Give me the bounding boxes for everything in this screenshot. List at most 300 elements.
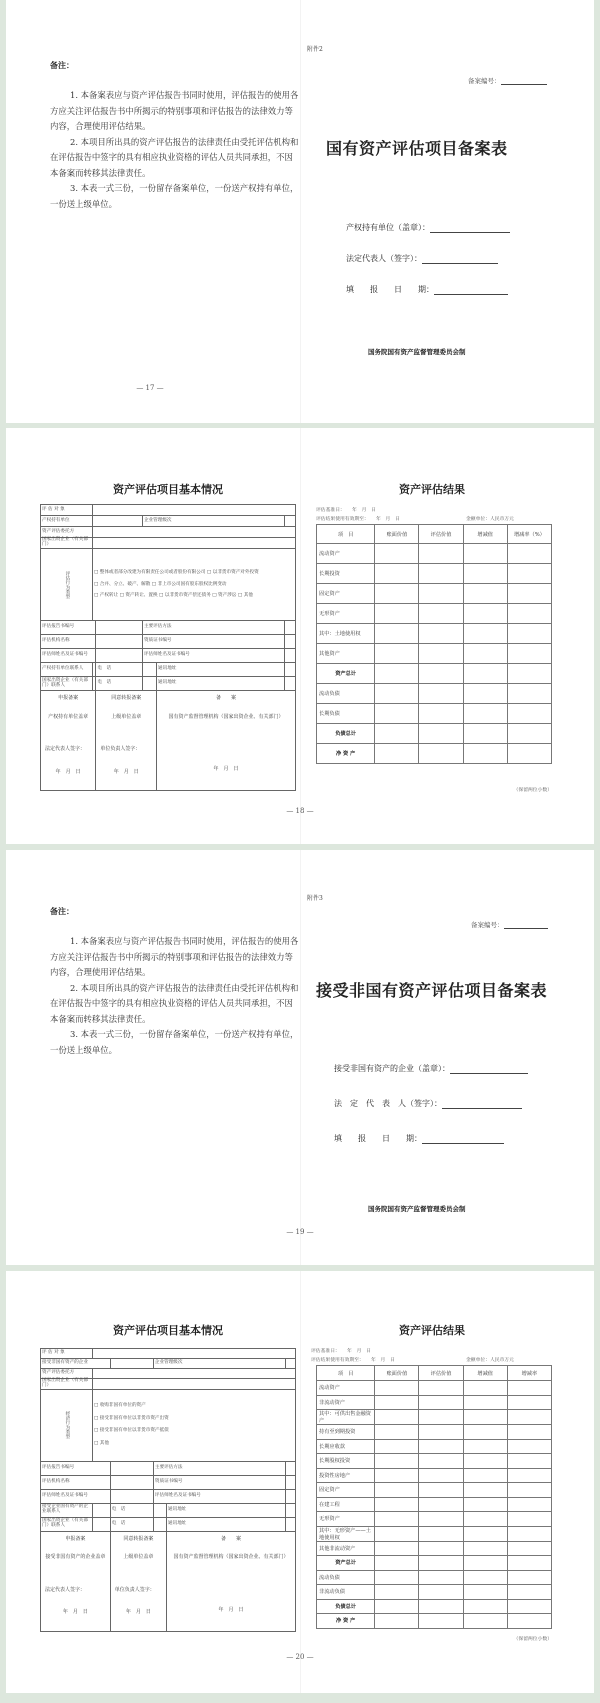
label-report-no: 评估报告书编号 bbox=[41, 1461, 111, 1475]
label-investor: 国家出资企业（有关部门） bbox=[41, 1379, 93, 1390]
result-value-cell[interactable] bbox=[375, 684, 419, 704]
result-row bbox=[317, 1497, 552, 1512]
cell-input[interactable] bbox=[286, 1503, 296, 1517]
note-item: 2. 本项目所出具的资产评估报告的法律责任由受托评估机构和在评估报告中签字的具有相应执业资格的评估人员共同承担，不因本备案而转移其法律责任。 bbox=[50, 982, 299, 1024]
result-value-cell[interactable] bbox=[463, 604, 507, 624]
label-valuer: 评估师姓名及证书编号 bbox=[41, 1489, 111, 1503]
result-value-cell[interactable] bbox=[463, 1439, 507, 1454]
result-value-cell[interactable] bbox=[375, 604, 419, 624]
cell-input[interactable] bbox=[285, 516, 296, 527]
result-header-cell: 评估价值 bbox=[419, 1366, 463, 1381]
page-number: — 19 — bbox=[286, 1228, 314, 1236]
reg-no-label: 备案编号： bbox=[468, 77, 501, 85]
approval-box-regulator[interactable]: 备 案 国有资产监督管理机构（国家出资企业、有关部门） 年 月 日 bbox=[167, 1531, 296, 1631]
reg-no-blank[interactable] bbox=[501, 84, 547, 85]
result-value-cell[interactable] bbox=[507, 1599, 551, 1614]
result-header-cell: 账面价值 bbox=[375, 1366, 419, 1381]
result-value-cell[interactable] bbox=[375, 644, 419, 664]
cell-input[interactable] bbox=[93, 527, 296, 538]
label-level: 企业管理级次 bbox=[142, 516, 284, 527]
result-value-cell[interactable] bbox=[507, 1614, 551, 1629]
page-fold bbox=[300, 428, 301, 844]
result-value-cell[interactable] bbox=[419, 1541, 463, 1556]
result-value-cell[interactable] bbox=[463, 1425, 507, 1440]
page-fold bbox=[300, 1271, 301, 1693]
result-value-cell[interactable] bbox=[463, 704, 507, 724]
result-row bbox=[317, 724, 552, 744]
registration-number bbox=[471, 920, 548, 929]
label-contact-invest: 国家出资企业（有关部门）联系人 bbox=[41, 1517, 93, 1531]
result-row bbox=[317, 1556, 552, 1571]
label-purpose: 评估行为类型 bbox=[41, 549, 93, 621]
purpose-option[interactable]: □ 接受非国有单位以非货币资产抵债 bbox=[94, 1428, 169, 1434]
result-value-cell[interactable] bbox=[507, 1497, 551, 1512]
amount-unit: 金额单位：人民币万元 bbox=[466, 517, 514, 522]
result-value-cell[interactable] bbox=[419, 1395, 463, 1410]
label-cert: 资质证书编号 bbox=[142, 635, 284, 649]
cell-input[interactable] bbox=[93, 505, 296, 516]
result-value-cell[interactable] bbox=[419, 1468, 463, 1483]
result-row-label: 其他资产 bbox=[317, 644, 375, 664]
result-row bbox=[317, 1614, 552, 1629]
result-value-cell[interactable] bbox=[375, 564, 419, 584]
result-value-cell[interactable] bbox=[463, 664, 507, 684]
result-header-cell: 账面价值 bbox=[375, 525, 419, 544]
result-row bbox=[317, 1599, 552, 1614]
cell-input[interactable] bbox=[96, 635, 143, 649]
label-client: 资产评估委托方 bbox=[41, 527, 93, 538]
result-value-cell[interactable] bbox=[419, 1512, 463, 1527]
result-row bbox=[317, 544, 552, 564]
result-header-cell: 增减值 bbox=[463, 1366, 507, 1381]
result-row bbox=[317, 644, 552, 664]
result-footnote: （保留两位小数） bbox=[513, 788, 552, 793]
result-value-cell[interactable] bbox=[463, 1410, 507, 1425]
cell-input[interactable] bbox=[93, 1517, 111, 1531]
result-row bbox=[317, 584, 552, 604]
spread-form-cover-1 bbox=[6, 0, 594, 423]
result-value-cell[interactable] bbox=[419, 664, 463, 684]
result-row-label: 流动资产 bbox=[317, 544, 375, 564]
result-value-cell[interactable] bbox=[507, 604, 551, 624]
result-value-cell[interactable] bbox=[419, 1454, 463, 1469]
cover-fields bbox=[334, 1063, 528, 1164]
approval-box-superior[interactable]: 同意转报备案 上级单位盖章 单位负责人签字： 年 月 日 bbox=[96, 691, 157, 791]
cell-input[interactable] bbox=[93, 1503, 111, 1517]
result-value-cell[interactable] bbox=[419, 564, 463, 584]
result-row bbox=[317, 624, 552, 644]
result-title: 资产评估结果 bbox=[399, 483, 465, 496]
result-row bbox=[317, 744, 552, 764]
purpose-option[interactable]: □ 整体或者部分改建为有限责任公司或者股份有限公司 □ 以非货币资产对外投资 bbox=[94, 569, 259, 575]
result-row-label: 净 资 产 bbox=[317, 1614, 375, 1629]
cell-input[interactable] bbox=[286, 1489, 296, 1503]
label-cert: 资质证书编号 bbox=[153, 1475, 285, 1489]
page-number: — 17 — bbox=[136, 384, 164, 392]
cell-input[interactable] bbox=[286, 1359, 296, 1369]
result-row-label: 其他非流动资产 bbox=[317, 1541, 375, 1556]
label-contact-invest: 国家出资企业（有关部门）联系人 bbox=[41, 677, 93, 691]
result-row-label: 净 资 产 bbox=[317, 744, 375, 764]
label-holder: 接受非国有资产的企业 bbox=[41, 1359, 111, 1369]
note-item: 1. 本备案表应与资产评估报告书同时使用，评估报告的使用各方应关注评估报告书中所揭示的特别事项和评估报告的法律效力等内容，合理使用评估结果。 bbox=[50, 936, 299, 977]
label-addr: 通讯地址 bbox=[167, 1517, 286, 1531]
result-header-cell: 增减率（%） bbox=[507, 525, 551, 544]
result-value-cell[interactable] bbox=[463, 584, 507, 604]
result-value-cell[interactable] bbox=[507, 1454, 551, 1469]
result-row-label: 无形资产 bbox=[317, 604, 375, 624]
result-value-cell[interactable] bbox=[375, 544, 419, 564]
cell-input[interactable] bbox=[93, 516, 143, 527]
basic-info-table bbox=[40, 504, 296, 791]
result-value-cell[interactable] bbox=[507, 1483, 551, 1498]
result-value-cell[interactable] bbox=[375, 1541, 419, 1556]
result-value-cell[interactable] bbox=[463, 564, 507, 584]
result-value-cell[interactable] bbox=[463, 684, 507, 704]
cell-input[interactable] bbox=[286, 1461, 296, 1475]
result-value-cell[interactable] bbox=[507, 644, 551, 664]
result-value-cell[interactable] bbox=[507, 1410, 551, 1425]
result-value-cell[interactable] bbox=[463, 1483, 507, 1498]
result-value-cell[interactable] bbox=[507, 564, 551, 584]
result-value-cell[interactable] bbox=[419, 704, 463, 724]
page-fold bbox=[300, 850, 301, 1265]
result-value-cell[interactable] bbox=[375, 584, 419, 604]
result-value-cell[interactable] bbox=[419, 544, 463, 564]
result-value-cell[interactable] bbox=[507, 1585, 551, 1600]
result-table bbox=[316, 1365, 552, 1629]
result-value-cell[interactable] bbox=[507, 1526, 551, 1541]
cell-input[interactable] bbox=[153, 1517, 166, 1531]
result-value-cell[interactable] bbox=[463, 1570, 507, 1585]
cell-input[interactable] bbox=[93, 538, 296, 549]
result-row bbox=[317, 1425, 552, 1440]
result-value-cell[interactable] bbox=[419, 1570, 463, 1585]
note-item: 2. 本项目所出具的资产评估报告的法律责任由受托评估机构和在评估报告中签字的具有相应执业资格的评估人员共同承担，不因本备案而转移其法律责任。 bbox=[50, 136, 299, 178]
result-value-cell[interactable] bbox=[463, 1381, 507, 1396]
label-addr: 通讯地址 bbox=[167, 1503, 286, 1517]
cell-input[interactable] bbox=[285, 621, 296, 635]
result-value-cell[interactable] bbox=[507, 1541, 551, 1556]
label-holder: 产权持有单位 bbox=[41, 516, 93, 527]
result-row-label: 固定资产 bbox=[317, 1483, 375, 1498]
result-value-cell[interactable] bbox=[419, 684, 463, 704]
result-row-label: 资产总计 bbox=[317, 1556, 375, 1571]
cell-input[interactable] bbox=[96, 649, 143, 663]
result-value-cell[interactable] bbox=[375, 1395, 419, 1410]
result-value-cell[interactable] bbox=[419, 724, 463, 744]
result-value-cell[interactable] bbox=[375, 624, 419, 644]
result-row bbox=[317, 1541, 552, 1556]
label-valuer: 评估师姓名及证书编号 bbox=[41, 649, 96, 663]
result-value-cell[interactable] bbox=[507, 1468, 551, 1483]
note-title: 备注： bbox=[50, 906, 74, 916]
result-row-label: 资产总计 bbox=[317, 664, 375, 684]
approval-box-superior[interactable]: 同意转报备案 上级单位盖章 单位负责人签字： 年 月 日 bbox=[110, 1531, 166, 1631]
approval-box-regulator[interactable]: 备 案 国有资产监督管理机构（国家出资企业、有关部门） 年 月 日 bbox=[157, 691, 296, 791]
result-value-cell[interactable] bbox=[419, 1585, 463, 1600]
cell-input[interactable] bbox=[285, 663, 296, 677]
result-value-cell[interactable] bbox=[419, 1556, 463, 1571]
result-row-label: 其中：土地使用权 bbox=[317, 624, 375, 644]
attachment-label: 附件3 bbox=[307, 895, 323, 902]
valid-date: 评估结果使用有效期至： 年 月 日 bbox=[316, 517, 400, 522]
result-row-label: 长期应收款 bbox=[317, 1439, 375, 1454]
result-row-label: 非流动负债 bbox=[317, 1585, 375, 1600]
result-value-cell[interactable] bbox=[419, 644, 463, 664]
label-agency: 评估机构名称 bbox=[41, 1475, 111, 1489]
label-contact-holder: 接受企业国有资产的企业联系人 bbox=[41, 1503, 93, 1517]
label-object: 评 估 对 象 bbox=[41, 505, 93, 516]
note-item: 3. 本表一式三份，一份留存备案单位，一份送产权持有单位，一份送上级单位。 bbox=[50, 183, 299, 209]
base-date: 评估基准日： 年 月 日 bbox=[311, 1349, 371, 1354]
basic-info-title: 资产评估项目基本情况 bbox=[113, 1324, 223, 1337]
label-valuer2: 评估师姓名及证书编号 bbox=[153, 1489, 285, 1503]
result-value-cell[interactable] bbox=[375, 1599, 419, 1614]
result-row-label: 其中：无形资产——土地使用权 bbox=[317, 1526, 375, 1541]
result-value-cell[interactable] bbox=[375, 1526, 419, 1541]
result-header-cell: 项 目 bbox=[317, 525, 375, 544]
approval-box-applicant[interactable]: 申报备案 接受非国有资产的企业盖章 法定代表人签字： 年 月 日 bbox=[41, 1531, 111, 1631]
result-value-cell[interactable] bbox=[507, 1439, 551, 1454]
result-value-cell[interactable] bbox=[463, 1497, 507, 1512]
result-value-cell[interactable] bbox=[463, 724, 507, 744]
cell-input[interactable] bbox=[93, 1349, 296, 1359]
basic-info-table bbox=[40, 1348, 296, 1632]
purpose-option[interactable]: □ 收购非国有单位的资产 bbox=[94, 1403, 146, 1409]
reg-no-label: 备案编号： bbox=[471, 921, 504, 929]
spread-form-cover-2 bbox=[6, 850, 594, 1265]
result-value-cell[interactable] bbox=[463, 624, 507, 644]
result-row-label: 无形资产 bbox=[317, 1512, 375, 1527]
cell-input[interactable] bbox=[93, 1379, 296, 1390]
cell-input[interactable] bbox=[285, 677, 296, 691]
result-value-cell[interactable] bbox=[375, 1585, 419, 1600]
result-row bbox=[317, 704, 552, 724]
result-value-cell[interactable] bbox=[375, 1570, 419, 1585]
amount-unit: 金额单位：人民币万元 bbox=[466, 1358, 514, 1363]
result-row-label: 非流动资产 bbox=[317, 1395, 375, 1410]
purpose-option[interactable]: □ 合并、分立、破产、解散 □ 非上市公司国有股东股权比例变动 bbox=[94, 581, 227, 587]
result-row bbox=[317, 1381, 552, 1396]
cell-input[interactable] bbox=[153, 1503, 166, 1517]
result-row-label: 固定资产 bbox=[317, 584, 375, 604]
result-value-cell[interactable] bbox=[375, 724, 419, 744]
result-value-cell[interactable] bbox=[463, 1526, 507, 1541]
result-value-cell[interactable] bbox=[507, 1570, 551, 1585]
result-header-cell: 评估价值 bbox=[419, 525, 463, 544]
cell-input[interactable] bbox=[110, 1359, 153, 1369]
result-header-cell: 增减值 bbox=[463, 525, 507, 544]
result-row-label: 投资性房地产 bbox=[317, 1468, 375, 1483]
result-value-cell[interactable] bbox=[375, 1483, 419, 1498]
result-row bbox=[317, 1570, 552, 1585]
result-footnote: （保留两位小数） bbox=[513, 1637, 552, 1642]
result-value-cell[interactable] bbox=[375, 1410, 419, 1425]
result-value-cell[interactable] bbox=[419, 1526, 463, 1541]
result-value-cell[interactable] bbox=[507, 1381, 551, 1396]
note-title: 备注： bbox=[50, 60, 74, 70]
result-value-cell[interactable] bbox=[463, 1599, 507, 1614]
spread-form-detail-1 bbox=[6, 428, 594, 844]
result-value-cell[interactable] bbox=[375, 704, 419, 724]
base-date: 评估基准日： 年 月 日 bbox=[316, 508, 376, 513]
result-value-cell[interactable] bbox=[419, 1381, 463, 1396]
cover-fields bbox=[346, 222, 510, 315]
result-value-cell[interactable] bbox=[463, 1454, 507, 1469]
purpose-option[interactable]: □ 产权转让 □ 资产转让、置换 □ 以非货币资产偿还债务 □ 资产涉讼 □ 其他 bbox=[94, 593, 253, 599]
result-value-cell[interactable] bbox=[507, 1556, 551, 1571]
cell-input[interactable] bbox=[110, 1461, 153, 1475]
cell-input[interactable] bbox=[285, 635, 296, 649]
result-row bbox=[317, 684, 552, 704]
field-date[interactable]: 填 报 日 期： bbox=[334, 1133, 528, 1144]
result-row bbox=[317, 664, 552, 684]
reg-no-blank[interactable] bbox=[504, 928, 548, 929]
purpose-option[interactable]: □ 其他 bbox=[94, 1440, 109, 1446]
basic-info-title: 资产评估项目基本情况 bbox=[113, 483, 223, 496]
result-value-cell[interactable] bbox=[507, 684, 551, 704]
label-report-no: 评估报告书编号 bbox=[41, 621, 96, 635]
result-row bbox=[317, 1410, 552, 1425]
label-phone: 电 话 bbox=[96, 663, 143, 677]
note-item: 3. 本表一式三份，一份留存备案单位，一份送产权持有单位，一份送上级单位。 bbox=[50, 1029, 299, 1055]
result-value-cell[interactable] bbox=[507, 664, 551, 684]
cell-input[interactable] bbox=[285, 649, 296, 663]
approval-box-applicant[interactable]: 申报备案 产权持有单位盖章 法定代表人签字： 年 月 日 bbox=[41, 691, 96, 791]
cell-input[interactable] bbox=[142, 677, 156, 691]
result-row bbox=[317, 1454, 552, 1469]
purpose-options[interactable] bbox=[93, 1389, 296, 1461]
result-header-cell: 增减率 bbox=[507, 1366, 551, 1381]
result-header-row bbox=[317, 1366, 552, 1381]
result-value-cell[interactable] bbox=[463, 544, 507, 564]
result-row-label: 负债总计 bbox=[317, 1599, 375, 1614]
result-value-cell[interactable] bbox=[419, 604, 463, 624]
result-row-label: 长期负债 bbox=[317, 704, 375, 724]
result-value-cell[interactable] bbox=[375, 744, 419, 764]
result-row bbox=[317, 564, 552, 584]
result-header-cell: 项 目 bbox=[317, 1366, 375, 1381]
label-phone: 电 话 bbox=[110, 1503, 153, 1517]
result-row-label: 其中：可供出售金融资产 bbox=[317, 1410, 375, 1425]
label-addr: 通讯地址 bbox=[157, 663, 285, 677]
result-value-cell[interactable] bbox=[463, 1512, 507, 1527]
page-number: — 20 — bbox=[286, 1653, 314, 1661]
valid-date: 评估结果使用有效期至： 年 月 日 bbox=[311, 1358, 395, 1363]
cell-input[interactable] bbox=[93, 1369, 296, 1379]
result-row-label: 流动负债 bbox=[317, 1570, 375, 1585]
spread-form-detail-2 bbox=[6, 1271, 594, 1693]
result-row-label: 流动负债 bbox=[317, 684, 375, 704]
result-value-cell[interactable] bbox=[507, 1512, 551, 1527]
label-contact-holder: 产权持有单位联系人 bbox=[41, 663, 93, 677]
result-value-cell[interactable] bbox=[507, 624, 551, 644]
result-value-cell[interactable] bbox=[375, 1497, 419, 1512]
result-value-cell[interactable] bbox=[419, 624, 463, 644]
result-value-cell[interactable] bbox=[507, 1395, 551, 1410]
label-method: 主要评估方法 bbox=[153, 1461, 285, 1475]
label-agency: 评估机构名称 bbox=[41, 635, 96, 649]
field-holder[interactable]: 接受非国有资产的企业（盖章）： bbox=[334, 1063, 528, 1074]
result-value-cell[interactable] bbox=[375, 1614, 419, 1629]
issuer: 国务院国有资产监督管理委员会制 bbox=[368, 348, 466, 356]
result-value-cell[interactable] bbox=[419, 1439, 463, 1454]
result-value-cell[interactable] bbox=[419, 1599, 463, 1614]
result-value-cell[interactable] bbox=[463, 744, 507, 764]
result-value-cell[interactable] bbox=[507, 584, 551, 604]
result-row bbox=[317, 1468, 552, 1483]
result-value-cell[interactable] bbox=[507, 1425, 551, 1440]
result-value-cell[interactable] bbox=[375, 664, 419, 684]
result-value-cell[interactable] bbox=[419, 1614, 463, 1629]
result-value-cell[interactable] bbox=[419, 584, 463, 604]
result-value-cell[interactable] bbox=[375, 1454, 419, 1469]
label-phone: 电 话 bbox=[96, 677, 143, 691]
purpose-option[interactable]: □ 接受非国有单位以非货币资产出资 bbox=[94, 1415, 169, 1421]
result-row bbox=[317, 1439, 552, 1454]
field-date[interactable]: 填 报 日 期： bbox=[346, 284, 510, 295]
form-title: 接受非国有资产评估项目备案表 bbox=[316, 981, 548, 1000]
result-value-cell[interactable] bbox=[463, 644, 507, 664]
result-value-cell[interactable] bbox=[375, 1556, 419, 1571]
result-value-cell[interactable] bbox=[463, 1585, 507, 1600]
result-row-label: 长期股权投资 bbox=[317, 1454, 375, 1469]
result-value-cell[interactable] bbox=[463, 1468, 507, 1483]
result-value-cell[interactable] bbox=[463, 1541, 507, 1556]
result-value-cell[interactable] bbox=[419, 1410, 463, 1425]
cell-input[interactable] bbox=[142, 663, 156, 677]
result-value-cell[interactable] bbox=[375, 1381, 419, 1396]
cell-input[interactable] bbox=[286, 1475, 296, 1489]
result-value-cell[interactable] bbox=[375, 1468, 419, 1483]
notes-block bbox=[50, 88, 300, 212]
label-method: 主要评估方法 bbox=[142, 621, 284, 635]
result-row bbox=[317, 1526, 552, 1541]
result-value-cell[interactable] bbox=[507, 724, 551, 744]
cell-input[interactable] bbox=[110, 1475, 153, 1489]
result-value-cell[interactable] bbox=[507, 704, 551, 724]
issuer: 国务院国有资产监督管理委员会制 bbox=[368, 1205, 466, 1213]
result-value-cell[interactable] bbox=[375, 1425, 419, 1440]
cell-input[interactable] bbox=[110, 1489, 153, 1503]
result-value-cell[interactable] bbox=[419, 744, 463, 764]
result-row-label: 负债总计 bbox=[317, 724, 375, 744]
result-value-cell[interactable] bbox=[507, 544, 551, 564]
result-value-cell[interactable] bbox=[463, 1556, 507, 1571]
label-investor: 国家出资企业（有关部门） bbox=[41, 538, 93, 549]
form-title: 国有资产评估项目备案表 bbox=[326, 139, 508, 158]
result-value-cell[interactable] bbox=[419, 1497, 463, 1512]
cell-input[interactable] bbox=[96, 621, 143, 635]
registration-number bbox=[468, 76, 547, 85]
field-rep[interactable]: 法定代表人（签字）： bbox=[346, 253, 510, 264]
result-value-cell[interactable] bbox=[419, 1483, 463, 1498]
result-row-label: 在建工程 bbox=[317, 1497, 375, 1512]
result-value-cell[interactable] bbox=[463, 1614, 507, 1629]
result-title: 资产评估结果 bbox=[399, 1324, 465, 1337]
result-value-cell[interactable] bbox=[375, 1439, 419, 1454]
result-value-cell[interactable] bbox=[507, 744, 551, 764]
cell-input[interactable] bbox=[286, 1517, 296, 1531]
purpose-options[interactable] bbox=[93, 549, 296, 621]
field-holder[interactable]: 产权持有单位（盖章）： bbox=[346, 222, 510, 233]
result-value-cell[interactable] bbox=[463, 1395, 507, 1410]
result-value-cell[interactable] bbox=[375, 1512, 419, 1527]
label-phone: 电 话 bbox=[110, 1517, 153, 1531]
result-value-cell[interactable] bbox=[419, 1425, 463, 1440]
field-rep[interactable]: 法 定 代 表 人（签字）： bbox=[334, 1098, 528, 1109]
